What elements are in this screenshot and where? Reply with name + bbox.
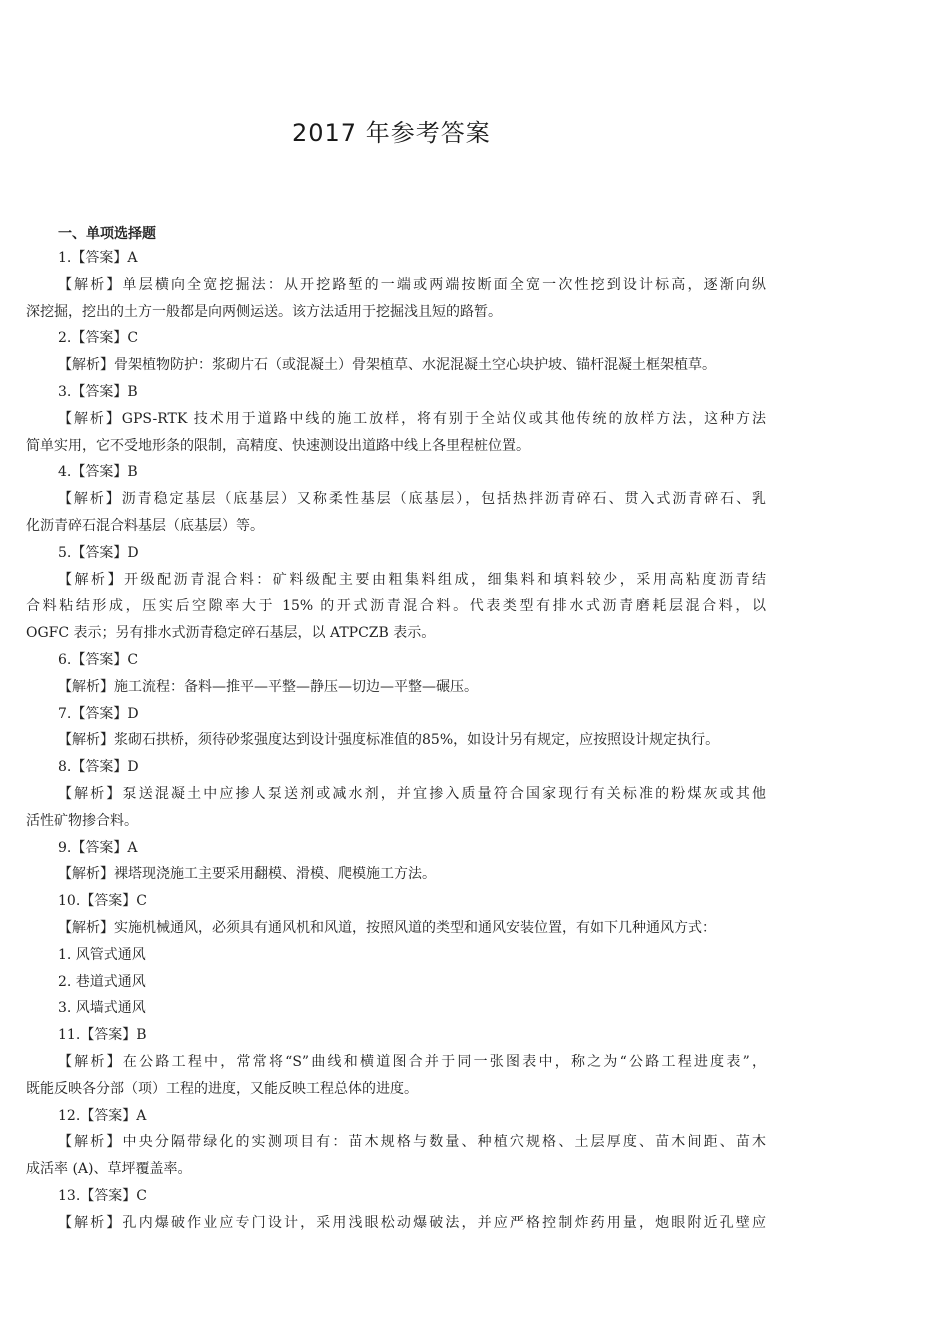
analysis-line: 活性矿物掺合料。 xyxy=(26,812,138,829)
answer-list xyxy=(26,245,766,1236)
analysis-line: 【解析】泵送混凝土中应掺人泵送剂或减水剂，并宜掺入质量符合国家现行有关标准的粉煤灰或其他 xyxy=(58,785,766,802)
answer-line: 13.【答案】C xyxy=(58,1187,147,1204)
answer-line: 6.【答案】C xyxy=(58,651,139,668)
analysis-line: OGFC 表示；另有排水式沥青稳定碎石基层，以 ATPCZB 表示。 xyxy=(26,625,436,642)
answer-line: 1.【答案】A xyxy=(58,250,138,266)
answer-line: 5.【答案】D xyxy=(58,544,139,561)
analysis-line: 既能反映各分部（项）工程的进度，又能反映工程总体的进度。 xyxy=(26,1080,418,1097)
answer-line: 9.【答案】A xyxy=(58,839,138,856)
list-item: 2. 巷道式通风 xyxy=(58,973,146,990)
analysis-line: 【解析】实施机械通风，必须具有通风机和风道，按照风道的类型和通风安装位置，有如下几种通风方式： xyxy=(58,919,716,936)
analysis-line: 【解析】GPS-RTK 技术用于道路中线的施工放样，将有别于全站仪或其他传统的放样方法，这种方法 xyxy=(58,410,766,427)
analysis-line: 【解析】骨架植物防护：浆砌片石（或混凝土）骨架植草、水泥混凝土空心块护坡、锚杆混凝土框架植草。 xyxy=(58,357,716,374)
answer-line: 12.【答案】A xyxy=(58,1107,147,1124)
analysis-line: 合料粘结形成，压实后空隙率大于 15% 的开式沥青混合料。代表类型有排水式沥青磨耗层混合料，以 xyxy=(26,598,766,615)
analysis-line: 【解析】单层横向全宽挖掘法：从开挖路堑的一端或两端按断面全宽一次性挖到设计标高，逐渐向纵 xyxy=(58,276,766,293)
analysis-line: 【解析】施工流程：备料—推平—平整—静压—切边—平整—碾压。 xyxy=(58,678,478,695)
analysis-line: 【解析】浆砌石拱桥，须待砂浆强度达到设计强度标准值的85%，如设计另有规定，应按照设计规定执行。 xyxy=(58,732,720,749)
analysis-line: 【解析】开级配沥青混合料：矿料级配主要由粗集料组成，细集料和填料较少，采用高粘度沥青结 xyxy=(58,571,766,588)
analysis-line: 简单实用，它不受地形条的限制，高精度、快速测设出道路中线上各里程桩位置。 xyxy=(26,437,530,454)
analysis-line: 【解析】孔内爆破作业应专门设计，采用浅眼松动爆破法，并应严格控制炸药用量，炮眼附近孔壁应 xyxy=(58,1214,766,1231)
analysis-line: 【解析】在公路工程中，常常将“S”曲线和横道图合并于同一张图表中，称之为“公路工程进度表”， xyxy=(58,1053,766,1070)
analysis-line: 化沥青碎石混合料基层（底基层）等。 xyxy=(26,517,264,534)
answer-line: 11.【答案】B xyxy=(58,1027,147,1044)
list-item: 3. 风墙式通风 xyxy=(58,1000,146,1017)
analysis-line: 成活率 (A)、草坪覆盖率。 xyxy=(26,1161,192,1178)
page-title: 2017 年参考答案 xyxy=(292,119,491,147)
section-heading: 一、单项选择题 xyxy=(58,226,156,242)
analysis-line: 【解析】沥青稳定基层（底基层）又称柔性基层（底基层），包括热拌沥青碎石、贯入式沥青碎石、乳 xyxy=(58,491,766,508)
answer-line: 2.【答案】C xyxy=(58,330,139,347)
analysis-line: 【解析】裸塔现浇施工主要采用翻模、滑模、爬模施工方法。 xyxy=(58,866,436,883)
analysis-line: 深挖掘，挖出的土方一般都是向两侧运送。该方法适用于挖掘浅且短的路暂。 xyxy=(26,303,502,320)
answer-line: 10.【答案】C xyxy=(58,893,147,910)
answer-line: 4.【答案】B xyxy=(58,464,138,481)
answer-line: 7.【答案】D xyxy=(58,705,139,722)
analysis-line: 【解析】中央分隔带绿化的实测项目有：苗木规格与数量、种植穴规格、土层厚度、苗木间距、苗木 xyxy=(58,1134,766,1151)
answer-line: 3.【答案】B xyxy=(58,383,138,400)
answer-line: 8.【答案】D xyxy=(58,759,139,776)
list-item: 1. 风管式通风 xyxy=(58,946,146,963)
